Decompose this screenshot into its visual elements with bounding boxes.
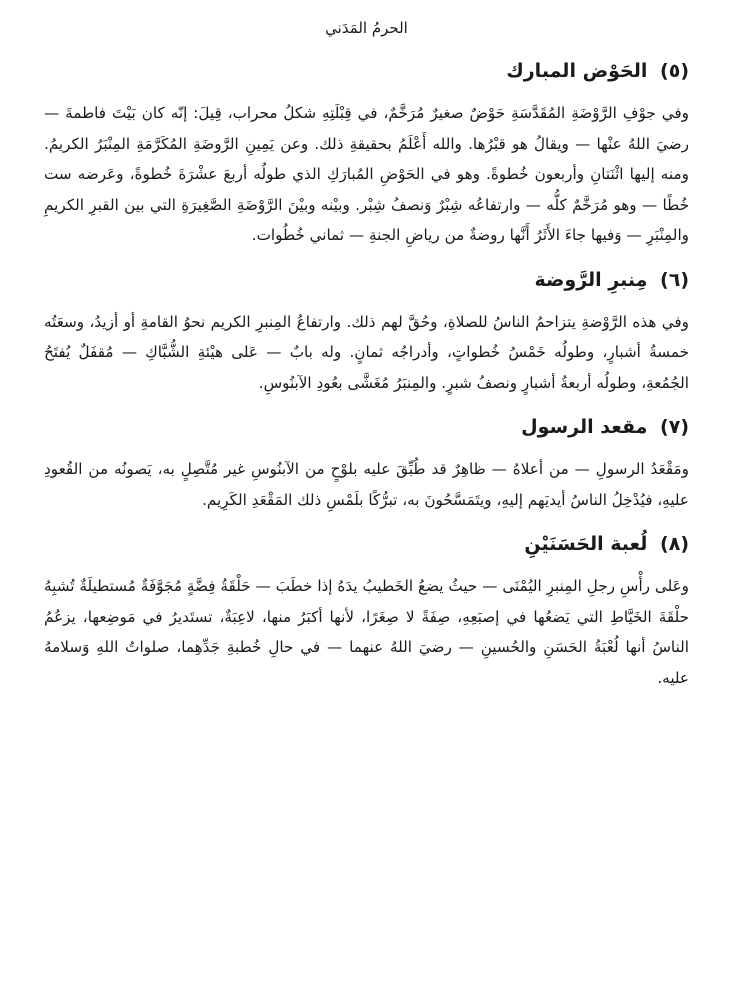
section-heading bbox=[44, 412, 689, 442]
section-heading bbox=[44, 529, 689, 559]
section-number: (٥) bbox=[660, 60, 689, 82]
section-blessed-basin bbox=[44, 56, 689, 251]
section-rawda-pulpit bbox=[44, 265, 689, 399]
running-header: الحرمُ المَدَني bbox=[325, 19, 408, 37]
section-paragraph: ومَقْعَدُ الرسولِ — من أعلاهُ — ظاهِرٌ قد طُبِّقَ عليه بلوْحٍ من الآبنُوسِ غير مُتَّصِلٍ به، يَصونُه من القُعودِ عليهِ، فيُدْخِلُ الناسُ أيديَهم إليهِ، ويتَمَسَّحُونَ به، تبرُّكًا بلَمْسِ ذلك المَقْعَدِ الكَرِيم. bbox=[44, 460, 689, 509]
section-prophet-seat bbox=[44, 412, 689, 515]
section-hasanain-toy bbox=[44, 529, 689, 693]
section-title: مقعد الرسول bbox=[521, 416, 648, 438]
section-title: مِنبرِ الرَّوضة bbox=[534, 268, 648, 291]
section-number: (٨) bbox=[660, 533, 689, 555]
section-number: (٧) bbox=[660, 416, 689, 438]
section-heading bbox=[44, 56, 689, 86]
section-title: الحَوْض المبارك bbox=[506, 60, 648, 82]
section-paragraph: وعَلى رأْسِ رجلِ المِنبرِ اليُمْنَى — حيثُ يضعُ الخَطيبُ يدَهُ إذا خطَبَ — حَلْقَةُ فِضَّةٍ مُجَوَّفَةٌ مُستطيلَةٌ تُشبِهُ حلْقَةَ الخَيَّاطِ التي يَضعُها في إصبَعِهِ، صِفَةً لا صِغَرًا، لأنها أكبَرُ منها، لاعِبَةٌ، تستَديرُ في مَوضِعها، يزعُمُ الناسُ أنها لُعْبَةُ الحَسَنِ والحُسينِ — رضيَ اللهُ عنهما — في حالِ خُطبةِ جَدِّهِما، صلواتُ اللهِ وَسلامهُ عليه. bbox=[44, 577, 689, 687]
section-heading bbox=[44, 265, 689, 295]
section-title: لُعبة الحَسَنَيْنِ bbox=[524, 533, 648, 555]
section-number: (٦) bbox=[660, 268, 689, 291]
section-paragraph: وفي جوْفِ الرَّوْضَةِ المُقَدَّسَةِ حَوْضٌ صغيرٌ مُرَخَّمٌ، في قِبْلَتِهِ شكلُ محراب، قِيلَ: إنّه كان بَيْتَ فاطمةَ — رضيَ اللهُ عنْها — ويقالُ هو قبْرُها. والله أَعْلَمُ بحقيقةِ ذلك. وعن يَمِينِ الرَّوضَةِ المُكَرَّمَةِ المِنْبَرُ الكريمُ. ومنه إليها اثْنَتانِ وأربعون خُطوةً. وهو في الحَوْضِ المُبارَكِ الذي طولُه أربعَ عشْرَةَ خُطوةً، وعَرضه ست خُطًا — وهو مُرَخَّمٌ كلُّه — وارتفاعُه شِبْرٌ وَنصفُ شِبْر. وبيْنه وبيْنَ الرَّوْضَةِ الصَّغِيرَةِ التي بين القبرِ الكريمِ والمِنْبَرِ — وَفيها جاءَ الأَثَرُ أَنَّها روضةٌ من رياضِ الجنةِ — ثماني خُطُوات. bbox=[44, 104, 689, 244]
section-paragraph: وفي هذه الرَّوْضةِ يتزاحمُ الناسُ للصلاةِ، وحُقَّ لهم ذلك. وارتفاعُ المِنبرِ الكريم نحوُ القامةِ أو أزيدُ، وسعَتُه خمسةُ أشبارٍ، وطولُه خَمْسُ خُطواتٍ، وأدراجُه ثمانٍ. وله بابٌ — عَلى هيْئةِ الشُّبَّاكِ — مُقفَلٌ يُفتَحُ الجُمُعةِ، وطولُه أربعةُ أشبارٍ ونصفُ شبرٍ. والمِنبَرُ مُغَشَّى بعُودِ الآبنُوسِ. bbox=[44, 312, 689, 392]
